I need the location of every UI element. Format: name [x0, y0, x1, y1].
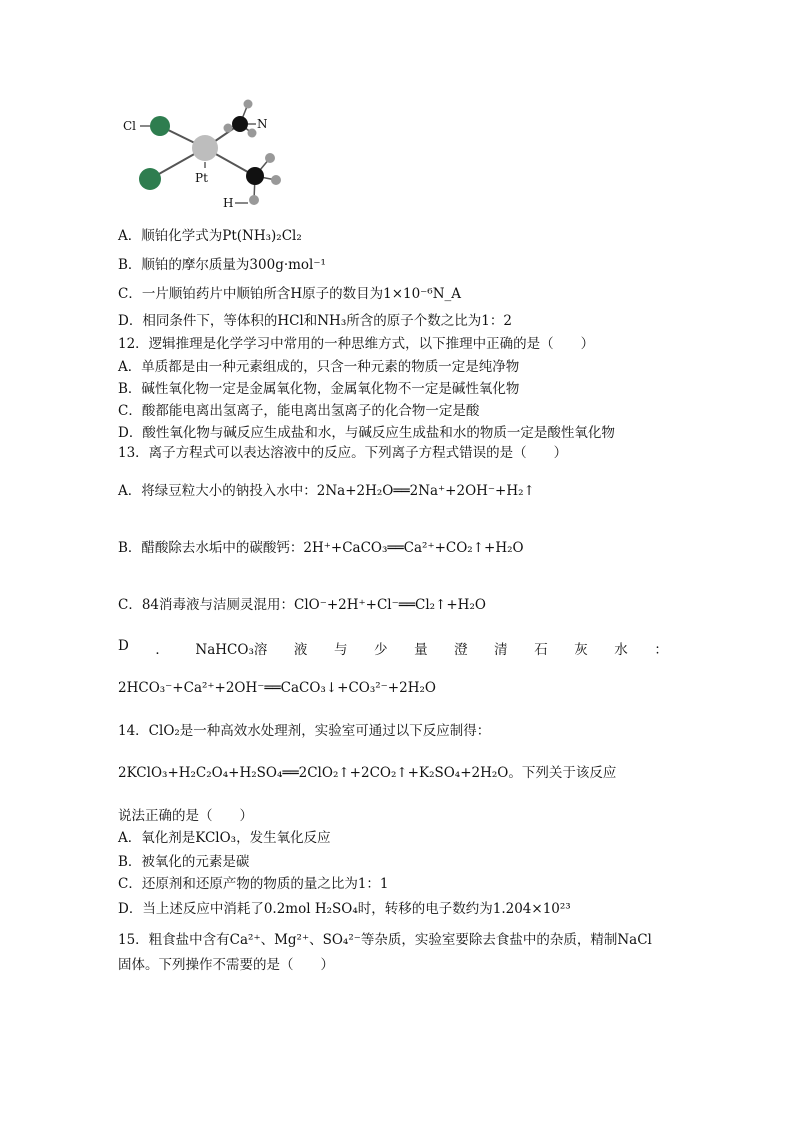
label-n: N — [257, 117, 268, 131]
q13-d-part: D — [118, 638, 129, 654]
q13-d-part: 少 — [374, 642, 388, 658]
q13-option-b: B．醋酸除去水垢中的碳酸钙：2H⁺+CaCO₃══Ca²⁺+CO₂↑+H₂O — [118, 540, 524, 556]
q13-d-part: 水 — [614, 642, 628, 658]
q14-stem: 14．ClO₂是一种高效水处理剂，实验室可通过以下反应制得： — [118, 723, 491, 739]
chlorine-atom — [150, 116, 170, 136]
q14-option-a: A．氧化剂是KClO₃，发生氧化反应 — [118, 830, 331, 846]
q12-option-b: B．碱性氧化物一定是金属氧化物，金属氧化物不一定是碱性氧化物 — [118, 381, 520, 397]
q13-option-d-equation: 2HCO₃⁻+Ca²⁺+2OH⁻══CaCO₃↓+CO₃²⁻+2H₂O — [118, 680, 436, 696]
platinum-atom — [192, 135, 218, 161]
q15-stem: 15．粗食盐中含有Ca²⁺、Mg²⁺、SO₄²⁻等杂质，实验室要除去食盐中的杂质，精制NaCl — [118, 932, 652, 948]
q12-stem: 12．逻辑推理是化学学习中常用的一种思维方式，以下推理中正确的是（ ） — [118, 336, 595, 352]
hydrogen-atom — [271, 175, 281, 185]
q14-equation: 2KClO₃+H₂C₂O₄+H₂SO₄══2ClO₂↑+2CO₂↑+K₂SO₄+2H₂O。下列关于该反应 — [118, 765, 617, 781]
q13-option-a: A．将绿豆粒大小的钠投入水中：2Na+2H₂O══2Na⁺+2OH⁻+H₂↑ — [118, 483, 535, 499]
q13-d-part: 清 — [494, 642, 508, 658]
q13-d-part: 澄 — [454, 642, 468, 658]
q11-option-b: B．顺铂的摩尔质量为300g·mol⁻¹ — [118, 257, 326, 273]
hydrogen-atom — [248, 129, 257, 138]
q13-option-c: C．84消毒液与洁厕灵混用：ClO⁻+2H⁺+Cl⁻══Cl₂↑+H₂O — [118, 597, 486, 613]
nitrogen-atom — [246, 167, 264, 185]
q13-d-part: 与 — [333, 642, 348, 658]
q12-option-c: C．酸都能电离出氢离子，能电离出氢离子的化合物一定是酸 — [118, 403, 480, 419]
cisplatin-molecule-figure — [120, 96, 295, 214]
q14-option-c: C．还原剂和还原产物的物质的量之比为1：1 — [118, 876, 389, 892]
q14-option-b: B．被氧化的元素是碳 — [118, 854, 250, 870]
label-h: H — [223, 196, 234, 210]
q11-option-a: A．顺铂化学式为Pt(NH₃)₂Cl₂ — [118, 228, 302, 244]
q15-stem-continued: 固体。下列操作不需要的是（ ） — [118, 957, 334, 973]
label-pt: Pt — [195, 171, 208, 185]
label-cl: Cl — [123, 119, 137, 133]
hydrogen-atom — [224, 124, 233, 133]
q13-d-part: ： — [654, 642, 668, 658]
q13-d-part: ． — [155, 642, 169, 658]
q13-d-part: 灰 — [574, 642, 588, 658]
q11-option-d: D．相同条件下，等体积的HCl和NH₃所含的原子个数之比为1：2 — [118, 313, 512, 329]
q13-d-part: NaHCO₃溶 — [195, 642, 268, 658]
q11-option-c: C．一片顺铂药片中顺铂所含H原子的数目为1×10⁻⁶N_A — [118, 286, 462, 302]
q12-option-a: A．单质都是由一种元素组成的，只含一种元素的物质一定是纯净物 — [118, 359, 520, 375]
hydrogen-atom — [265, 153, 275, 163]
q14-stem-continued: 说法正确的是（ ） — [118, 808, 253, 824]
q13-stem: 13．离子方程式可以表达溶液中的反应。下列离子方程式错误的是（ ） — [118, 445, 568, 461]
hydrogen-atom — [249, 195, 259, 205]
chlorine-atom — [139, 168, 161, 190]
q14-option-d: D．当上述反应中消耗了0.2mol H₂SO₄时，转移的电子数约为1.204×10²³ — [118, 901, 571, 917]
q13-d-part: 石 — [534, 642, 548, 658]
nitrogen-atom — [232, 116, 248, 132]
q12-option-d: D．酸性氧化物与碱反应生成盐和水，与碱反应生成盐和水的物质一定是酸性氧化物 — [118, 425, 615, 441]
hydrogen-atom — [244, 100, 253, 109]
q13-d-part: 量 — [414, 642, 428, 658]
q13-d-part: 液 — [293, 642, 308, 658]
q13-option-d — [118, 638, 668, 658]
